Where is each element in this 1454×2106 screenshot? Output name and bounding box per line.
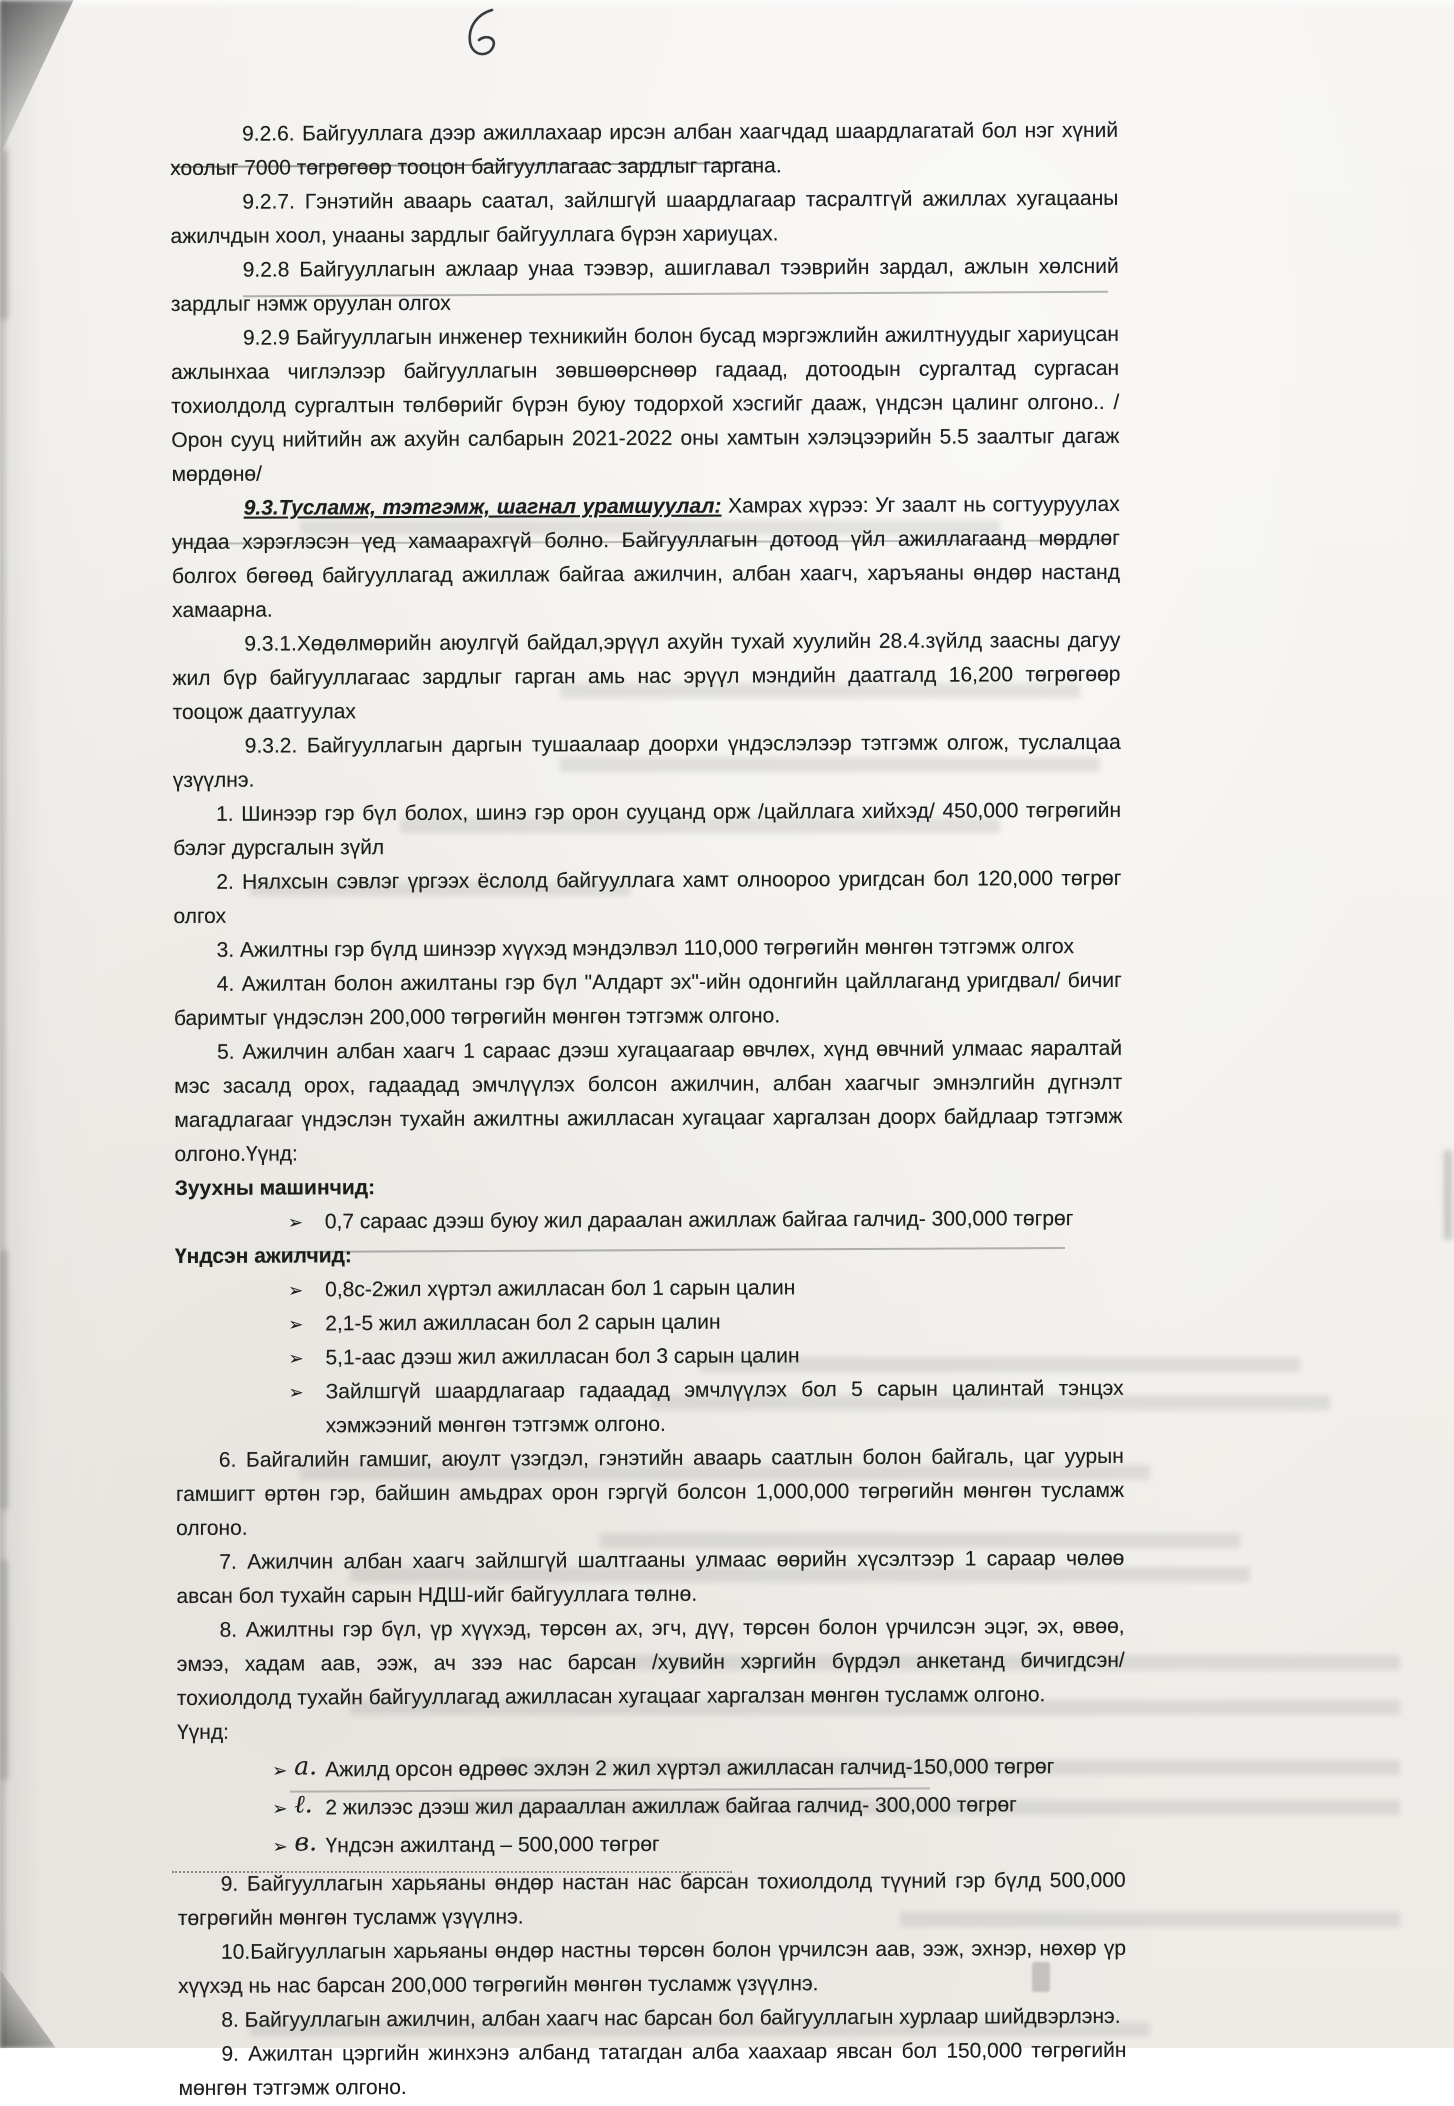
arrow-bullet-icon: ➢ [272, 1836, 288, 1857]
stoker-bullet-text: 0,7 сараас дээш буюу жил дараалан ажиллаж байгаа галчид- 300,000 төгрөг [324, 1207, 1074, 1234]
clause-9-2-6: 9.2.6. Байгууллага дээр ажиллахаар ирсэн албан хаагчдад шаардлагатай бол нэг хүний хоолыг 7000 төгрөгөөр тооцон байгууллагаас зардлыг гаргана. [170, 118, 1119, 180]
stoker-bullet [175, 1202, 1123, 1240]
clause-9-3 [172, 488, 1121, 628]
benefit-item-5: 5. Ажилчин албан хаагч 1 сараас дээш хугацаагаар өвчлөх, хүнд өвчний улмаас яаралтай мэс засалд орох, гадаадад эмчлүүлэх болсон ажилчин, албан хаагчыг эмнэлгийн дүгнэлт магадлагааг үндэслэн тухайн ажилтны ажилласан хугацааг харгалзан доорх байдлаар тэтгэмж олгоно.Үүнд: [174, 1036, 1123, 1166]
arrow-bullet-icon: ➢ [272, 1760, 288, 1781]
core-bullet [175, 1372, 1123, 1444]
scan-edge-smudge [0, 1560, 8, 1780]
sub-item-a [177, 1750, 1125, 1788]
clause-9-2-9: 9.2.9 Байгууллагын инженер техникийн болон бусад мэргэжлийн ажилтнуудыг хариуцсан ажлынхаа чиглэлээр байгууллагын зөвшөөрснөөр гадаад, дотоодын сургалтад сургасан тохиолдолд сургалтын төлбөрийг бүрэн буюу тодорхой хэсгийг дааж, үндсэн цалинг олгоно.. /Орон сууц нийтийн аж ахуйн салбарын 2021-2022 оны хамтын хэлэцээрийн 5.5 заалтыг дагаж мөрдөнө/ [171, 322, 1120, 486]
core-bullet [175, 1304, 1123, 1342]
sub-item-text: 2 жилээс дээш жил дарааллан ажиллаж байгаа галчид- 300,000 төгрөг [325, 1793, 1017, 1820]
benefit-item-2: 2. Нялхсын сэвлэг үргээх ёслолд байгууллага хамт олноороо уригдсан бол 120,000 төгрөг олгох [173, 866, 1122, 928]
scan-edge-smudge [0, 1250, 8, 1510]
scan-edge-smudge [0, 150, 8, 320]
handwritten-mark [448, 4, 508, 66]
handwritten-letter: a. [294, 1751, 318, 1781]
core-bullet-text: Зайлшгүй шаардлагаар гадаадад эмчлүүлэх бол 5 сарын цалинтай тэнцэх хэмжээний мөнгөн тэтгэмж олгоно. [325, 1376, 1124, 1438]
final-item-9: 9. Ажилтан цэргийн жинхэнэ албанд татагдан алба хаахаар явсан бол 150,000 төгрөгийн мөнгөн тэтгэмж олгоно. [178, 2038, 1127, 2100]
arrow-bullet-icon: ➢ [288, 1314, 304, 1335]
handwritten-letter: ℓ. [294, 1789, 313, 1819]
clause-9-2-8: 9.2.8 Байгууллагын ажлаар унаа тээвэр, ашиглавал тээврийн зардал, ажлын хөлсний зардлыг нэмж оруулан олгох [170, 254, 1119, 316]
sub-item-text: Ажилд орсон өдрөөс эхлэн 2 жил хүртэл ажилласан галчид-150,000 төгрөг [325, 1755, 1055, 1782]
arrow-bullet-icon: ➢ [288, 1280, 304, 1301]
benefit-item-4: 4. Ажилтан болон ажилтаны гэр бүл "Алдарт эх"-ийн одонгийн цайллаганд уригдвал/ бичиг баримтыг үндэслэн 200,000 төгрөгийн мөнгөн тэтгэмж олгоно. [173, 968, 1122, 1030]
aid-item-10: 10.Байгууллагын харьяаны өндөр настны төрсөн болон үрчилсэн аав, ээж, эхнэр, нөхөр үр хүүхэд нь нас барсан 200,000 төгрөгийн мөнгөн тусламж үзүүлнэ. [178, 1936, 1127, 1998]
core-bullet [175, 1270, 1123, 1308]
arrow-bullet-icon: ➢ [288, 1382, 304, 1403]
benefit-item-1: 1. Шинээр гэр бүл болох, шинэ гэр орон сууцанд орж /цайллага хийхэд/ 450,000 төгрөгийн бэлэг дурсгалын зүйл [173, 798, 1122, 860]
arrow-bullet-icon: ➢ [272, 1798, 288, 1819]
uund-label: Үүнд: [176, 1720, 229, 1744]
sub-item-b [177, 1788, 1125, 1826]
final-item-8: 8. Байгууллагын ажилчин, албан хаагч нас барсан бол байгууллагын хурлаар шийдвэрлэнэ. [221, 2004, 1121, 2032]
handwritten-letter: в. [294, 1827, 318, 1857]
core-bullet [175, 1338, 1123, 1376]
clause-9-3-text: Хамрах хүрээ: Уг заалт нь согтууруулах ундаа хэрэглэсэн үед хамаарахгүй болно. Байгууллагын дотоод үйл ажиллагаанд мөрдлөг болгох бөгөөд байгууллагад ажиллаж байгаа ажилчин, албан хаагч, харъяаны өндөр настанд хамаарна. [171, 492, 1121, 622]
scan-edge-smudge [1444, 1150, 1452, 1240]
sub-item-text: Үндсэн ажилтанд – 500,000 төгрөг [325, 1832, 660, 1858]
scan-corner-shadow-top-left [0, 0, 92, 155]
aid-item-9: 9. Байгууллагын харьяаны өндөр настан нас барсан тохиолдолд түүний гэр бүлд 500,000 төгрөгийн мөнгөн тусламж үзүүлнэ. [177, 1868, 1126, 1930]
aid-item-7: 7. Ажилчин албан хаагч зайлшгүй шалтгааны улмаас өөрийн хүсэлтээр 1 сараар чөлөө авсан бол тухайн сарын НДШ-ийг байгууллага төлнө. [176, 1546, 1125, 1608]
stoker-workers-heading: Зуухны машинчид: [174, 1176, 376, 1200]
core-bullet-text: 2,1-5 жил ажилласан бол 2 сарын цалин [325, 1310, 721, 1336]
core-bullet-text: 0,8с-2жил хүртэл ажилласан бол 1 сарын цалин [325, 1276, 796, 1302]
aid-item-8: 8. Ажилтны гэр бүл, үр хүүхэд, төрсөн ах, эгч, дүү, төрсөн болон үрчилсэн эцэг, эх, өвөө, эмээ, хадам аав, ээж, ач зээ нас барсан /хувийн хэргийн бүрдэл анкетанд бичигдсэн/ тохиолдолд тухайн байгууллагад ажилласан хугацааг харгалзан мөнгөн тусламж олгоно. [176, 1614, 1125, 1710]
scan-top-edge [0, 0, 1454, 9]
benefit-item-3: 3. Ажилтны гэр бүлд шинээр хүүхэд мэндэлвэл 110,000 төгрөгийн мөнгөн тэтгэмж олгох [216, 935, 1075, 962]
aid-item-6: 6. Байгалийн гамшиг, аюулт үзэгдэл, гэнэтийн аваарь саатлын болон байгаль, цаг уурын гамшигт өртөн гэр, байшин амьдрах орон гэргүй болсон 1,000,000 төгрөгийн мөнгөн тусламж олгоно. [175, 1444, 1125, 1540]
arrow-bullet-icon: ➢ [287, 1212, 303, 1233]
core-workers-heading: Үндсэн ажилчид: [174, 1244, 352, 1268]
sub-item-c [177, 1826, 1125, 1864]
document-content [170, 114, 1127, 2106]
core-bullet-text: 5,1-аас дээш жил ажилласан бол 3 сарын цалин [325, 1344, 800, 1370]
clause-9-3-heading: 9.3.Тусламж, тэтгэмж, шагнал урамшуулал: [243, 494, 722, 520]
arrow-bullet-icon: ➢ [288, 1348, 304, 1369]
clause-9-3-1: 9.3.1.Хөдөлмөрийн аюулгүй байдал,эрүүл ахуйн тухай хуулийн 28.4.зүйлд заасны дагуу жил бүр байгууллагаас зардлыг гарган амь нас эрүүл мэндийн даатгалд 16,200 төгрөгөөр тооцож даатгуулах [172, 628, 1121, 724]
clause-9-2-7: 9.2.7. Гэнэтийн аваарь саатал, зайлшгүй шаардлагаар тасралтгүй ажиллах хугацааны ажилчдын хоол, унааны зардлыг байгууллага бүрэн хариуцах. [170, 186, 1119, 248]
clause-9-3-2: 9.3.2. Байгууллагын даргын тушаалаар доорхи үндэслэлээр тэтгэмж олгож, туслалцаа үзүүлнэ. [172, 730, 1121, 792]
